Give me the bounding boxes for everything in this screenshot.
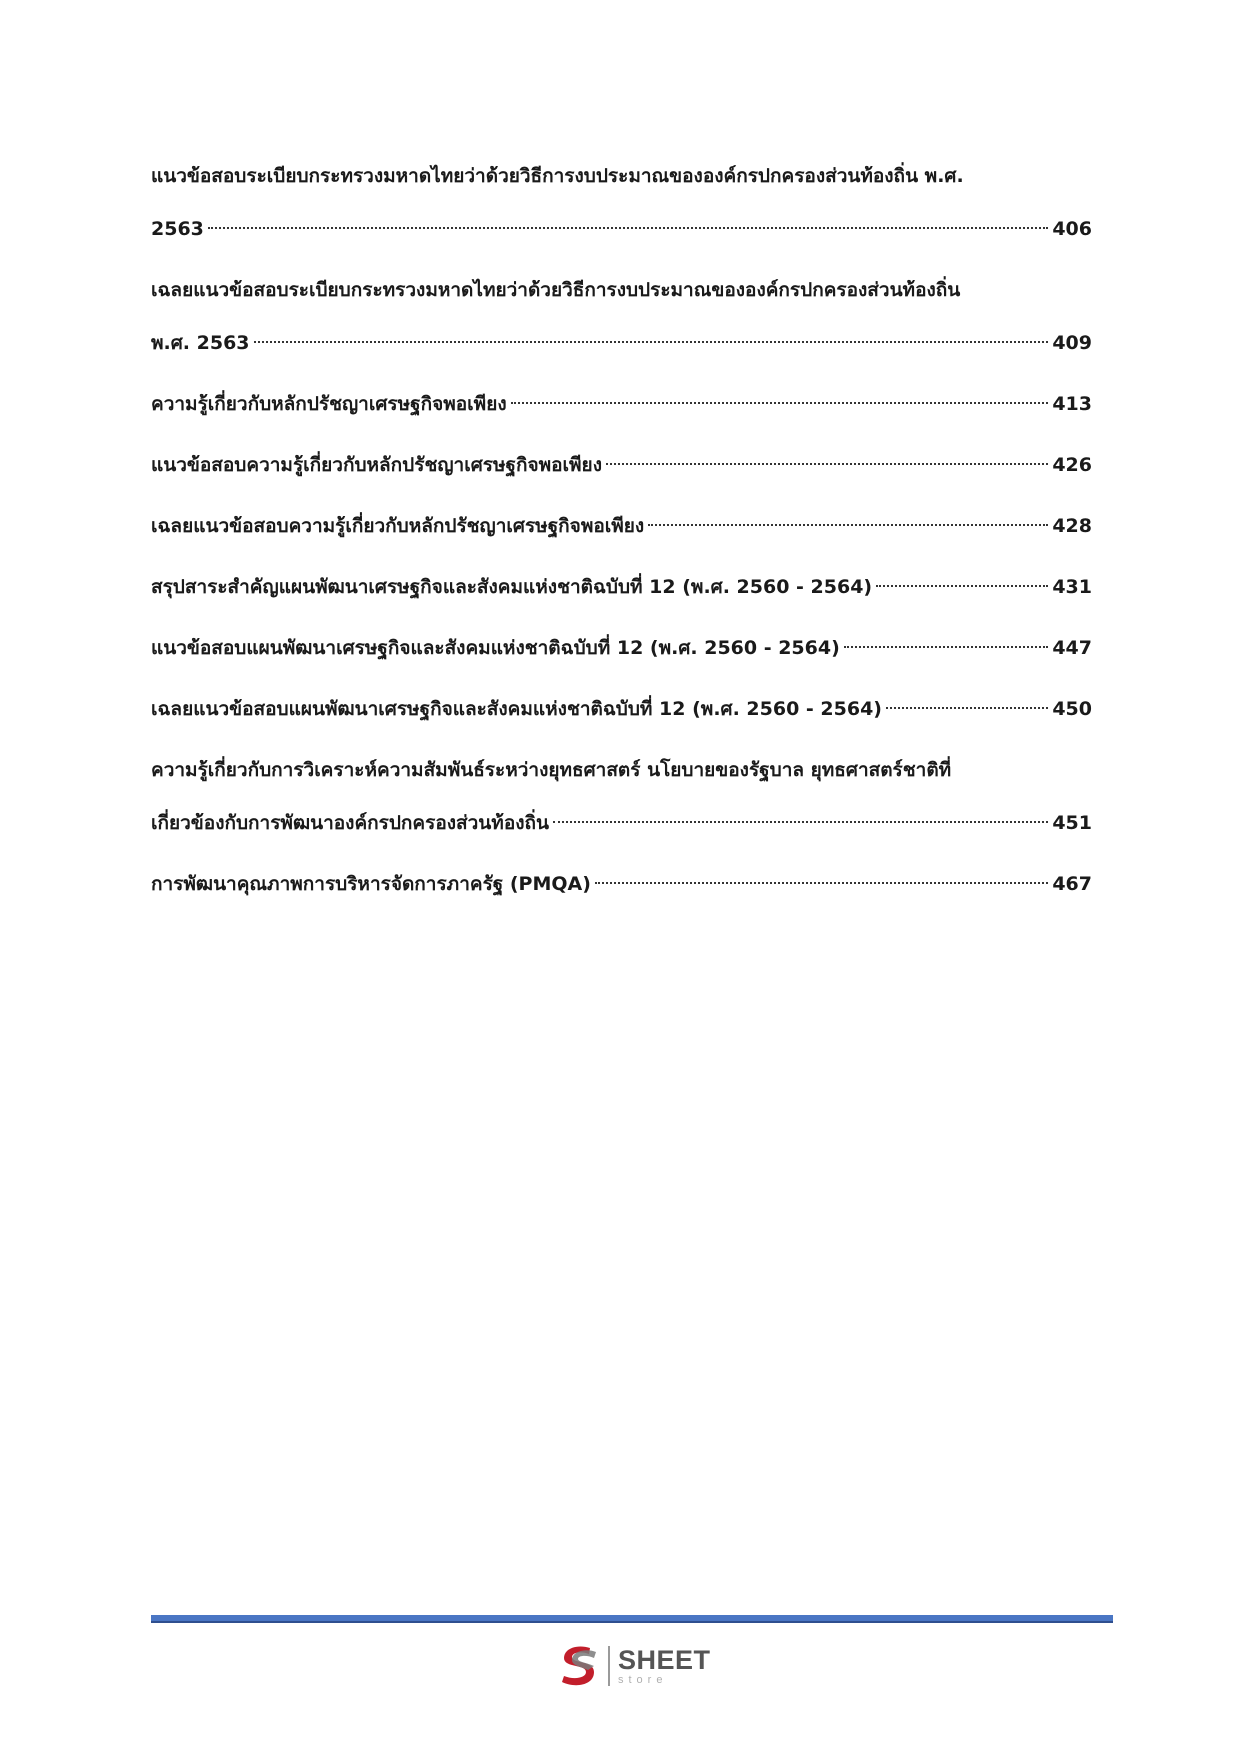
- toc-entry-title: เฉลยแนวข้อสอบแผนพัฒนาเศรษฐกิจและสังคมแห่งชาติฉบับที่ 12 (พ.ศ. 2560 - 2564): [151, 698, 882, 720]
- toc-entry-page-number: 426: [1052, 454, 1092, 476]
- dot-leader: [606, 463, 1048, 465]
- table-of-contents: [151, 150, 1092, 919]
- toc-entry[interactable]: [151, 150, 1092, 256]
- toc-entry-title: เฉลยแนวข้อสอบความรู้เกี่ยวกับหลักปรัชญาเศรษฐกิจพอเพียง: [151, 515, 645, 537]
- toc-entry-last-line: [151, 622, 1092, 675]
- sheet-store-logo-icon: [556, 1642, 602, 1690]
- toc-entry-page-number: 413: [1052, 393, 1092, 415]
- toc-entry[interactable]: [151, 439, 1092, 492]
- toc-entry-title: พ.ศ. 2563: [151, 332, 250, 354]
- toc-entry[interactable]: [151, 744, 1092, 850]
- toc-entry[interactable]: [151, 858, 1092, 911]
- dot-leader: [648, 524, 1048, 526]
- toc-entry-last-line: [151, 858, 1092, 911]
- toc-entry-last-line: [151, 317, 1092, 370]
- toc-entry-title: สรุปสาระสำคัญแผนพัฒนาเศรษฐกิจและสังคมแห่งชาติฉบับที่ 12 (พ.ศ. 2560 - 2564): [151, 576, 873, 598]
- dot-leader: [511, 402, 1049, 404]
- dot-leader: [844, 646, 1049, 648]
- toc-entry-last-line: [151, 439, 1092, 492]
- toc-entry-page-number: 447: [1052, 637, 1092, 659]
- toc-entry[interactable]: [151, 500, 1092, 553]
- footer-logo: [556, 1640, 711, 1692]
- toc-entry-last-line: [151, 203, 1092, 256]
- toc-entry-title-line: เฉลยแนวข้อสอบระเบียบกระทรวงมหาดไทยว่าด้วยวิธีการงบประมาณขององค์กรปกครองส่วนท้องถิ่น: [151, 279, 961, 301]
- toc-entry-page-number: 431: [1052, 576, 1092, 598]
- toc-entry-page-number: 406: [1052, 218, 1092, 240]
- toc-entry-title: 2563: [151, 218, 204, 240]
- dot-leader: [595, 882, 1048, 884]
- toc-entry[interactable]: [151, 264, 1092, 370]
- toc-entry-last-line: [151, 500, 1092, 553]
- dot-leader: [876, 585, 1048, 587]
- toc-entry[interactable]: [151, 622, 1092, 675]
- toc-entry-page-number: 428: [1052, 515, 1092, 537]
- toc-entry-last-line: [151, 561, 1092, 614]
- toc-entry-page-number: 450: [1052, 698, 1092, 720]
- dot-leader: [208, 227, 1048, 229]
- toc-entry-last-line: [151, 683, 1092, 736]
- toc-entry[interactable]: [151, 683, 1092, 736]
- toc-entry-page-number: 451: [1052, 812, 1092, 834]
- toc-entry-title-line: แนวข้อสอบระเบียบกระทรวงมหาดไทยว่าด้วยวิธีการงบประมาณขององค์กรปกครองส่วนท้องถิ่น พ.ศ.: [151, 165, 964, 187]
- toc-entry[interactable]: [151, 378, 1092, 431]
- toc-entry-title: แนวข้อสอบแผนพัฒนาเศรษฐกิจและสังคมแห่งชาติฉบับที่ 12 (พ.ศ. 2560 - 2564): [151, 637, 840, 659]
- logo-word: SHEET: [618, 1644, 711, 1675]
- toc-entry-page-number: 467: [1052, 873, 1092, 895]
- dot-leader: [254, 341, 1049, 343]
- toc-entry-title-line: ความรู้เกี่ยวกับการวิเคราะห์ความสัมพันธ์ระหว่างยุทธศาสตร์ นโยบายของรัฐบาล ยุทธศาสตร์ชาติที่: [151, 759, 952, 781]
- toc-entry-page-number: 409: [1052, 332, 1092, 354]
- toc-entry-last-line: [151, 797, 1092, 850]
- toc-entry-title: ความรู้เกี่ยวกับหลักปรัชญาเศรษฐกิจพอเพียง: [151, 393, 507, 415]
- logo-text: [618, 1644, 711, 1686]
- dot-leader: [886, 707, 1048, 709]
- toc-entry-title: แนวข้อสอบความรู้เกี่ยวกับหลักปรัชญาเศรษฐกิจพอเพียง: [151, 454, 602, 476]
- footer-rule: [151, 1615, 1113, 1623]
- toc-entry-title: การพัฒนาคุณภาพการบริหารจัดการภาครัฐ (PMQA): [151, 873, 591, 895]
- toc-entry[interactable]: [151, 561, 1092, 614]
- toc-entry-last-line: [151, 378, 1092, 431]
- logo-subtitle: store: [618, 1673, 668, 1686]
- dot-leader: [553, 821, 1048, 823]
- logo-divider: [608, 1646, 610, 1686]
- toc-entry-title: เกี่ยวข้องกับการพัฒนาองค์กรปกครองส่วนท้องถิ่น: [151, 812, 549, 834]
